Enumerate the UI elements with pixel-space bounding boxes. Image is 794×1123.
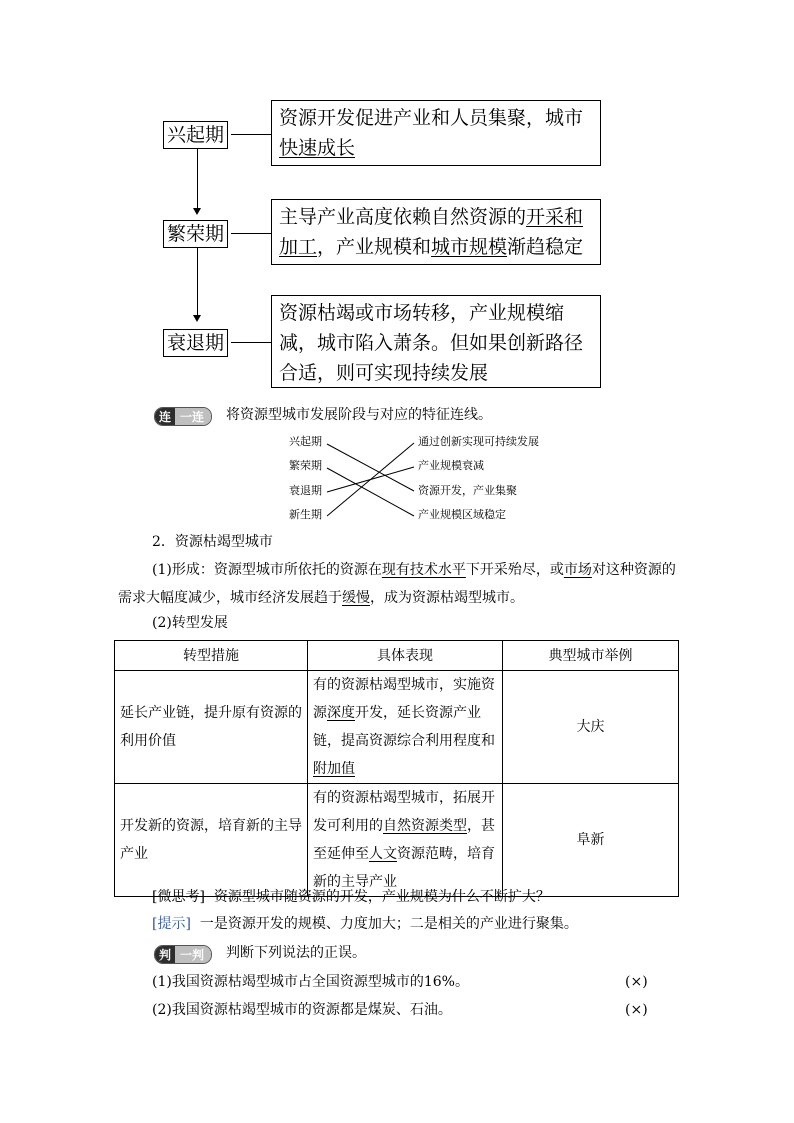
- table-header: 转型措施: [115, 641, 308, 671]
- table-row: [115, 784, 679, 897]
- desc-part: 主导产业高度依赖自然资源的: [279, 206, 527, 228]
- desc-part: 渐趋稳定: [507, 236, 584, 258]
- connect-left-item: 兴起期: [289, 435, 322, 448]
- transform-table: [114, 640, 679, 897]
- stage-label-rise: 兴起期: [163, 121, 228, 149]
- tip-text: 一是资源开发的规模、力度加大；二是相关的产业进行聚集。: [199, 916, 578, 932]
- connect-right-item: 资源开发，产业集聚: [418, 484, 517, 497]
- match-line: [327, 444, 414, 491]
- judge-instruction: 判断下列说法的正误。: [226, 945, 366, 961]
- match-line: [327, 443, 414, 516]
- connect-left-item: 新生期: [289, 508, 322, 521]
- judge-mark: (×): [625, 974, 648, 990]
- desc-part: ，产业规模和: [317, 236, 432, 258]
- table-cell-city: 阜新: [503, 784, 679, 897]
- desc-part-underlined: 快速成长: [279, 137, 356, 159]
- formation-paragraph: (1)形成：资源型城市所依托的资源在现有技术水平下开采殆尽，或市场对这种资源的需求大幅度减少，城市经济发展趋于缓慢，成为资源枯竭型城市。: [118, 562, 676, 606]
- think-question: [152, 887, 550, 907]
- connect-badge: 连 一连: [154, 407, 212, 426]
- table-header: 典型城市举例: [503, 641, 679, 671]
- table-row: [115, 671, 679, 784]
- table-header-row: [115, 641, 679, 671]
- tip-label: [提示]: [152, 916, 191, 932]
- desc-part-underlined: 城市规模: [431, 236, 508, 258]
- connect-left-item: 衰退期: [289, 484, 322, 497]
- match-line: [327, 468, 414, 516]
- think-text: 资源型城市随资源的开发，产业规模为什么不断扩大？: [213, 889, 550, 905]
- desc-part: 资源开发促进产业和人员集聚，城市: [279, 107, 584, 129]
- section-title: 2．资源枯竭型城市: [152, 534, 273, 550]
- transform-title: (2)转型发展: [152, 615, 228, 631]
- judge-item: (2)我国资源枯竭型城市的资源都是煤炭、石油。: [152, 1002, 452, 1018]
- think-label: [微思考]: [152, 889, 205, 905]
- table-header: 具体表现: [308, 641, 503, 671]
- stage-label-decline: 衰退期: [163, 329, 228, 357]
- think-tip: [152, 914, 578, 934]
- table-cell-city: 大庆: [503, 671, 679, 784]
- table-cell-measure: 延长产业链，提升原有资源的利用价值: [115, 671, 308, 784]
- judge-item: (1)我国资源枯竭型城市占全国资源型城市的16%。: [152, 974, 469, 990]
- table-cell-measure: 开发新的资源，培育新的主导产业: [115, 784, 308, 897]
- desc-part-underlined: 开采和加工: [279, 206, 584, 258]
- connect-right-item: 通过创新实现可持续发展: [418, 435, 539, 448]
- connect-instruction: 将资源型城市发展阶段与对应的特征连线。: [226, 407, 492, 423]
- connect-right-item: 产业规模衰减: [418, 459, 484, 472]
- judge-mark: (×): [625, 1002, 648, 1018]
- judge-badge: 判 一判: [154, 945, 212, 964]
- connect-left-item: 繁荣期: [289, 459, 322, 472]
- stage-label-prosper: 繁荣期: [163, 220, 228, 248]
- table-cell-detail: 有的资源枯竭型城市，拓展开发可利用的自然资源类型，甚至延伸至人文资源范畴，培育新的主导产业: [308, 784, 503, 897]
- desc-part: 资源枯竭或市场转移，产业规模缩减，城市陷入萧条。但如果创新路径合适，则可实现持续发展: [279, 302, 584, 384]
- table-cell-detail: 有的资源枯竭型城市，实施资源深度开发，延长资源产业链，提高资源综合利用程度和附加值: [308, 671, 503, 784]
- connect-right-item: 产业规模区域稳定: [418, 508, 506, 521]
